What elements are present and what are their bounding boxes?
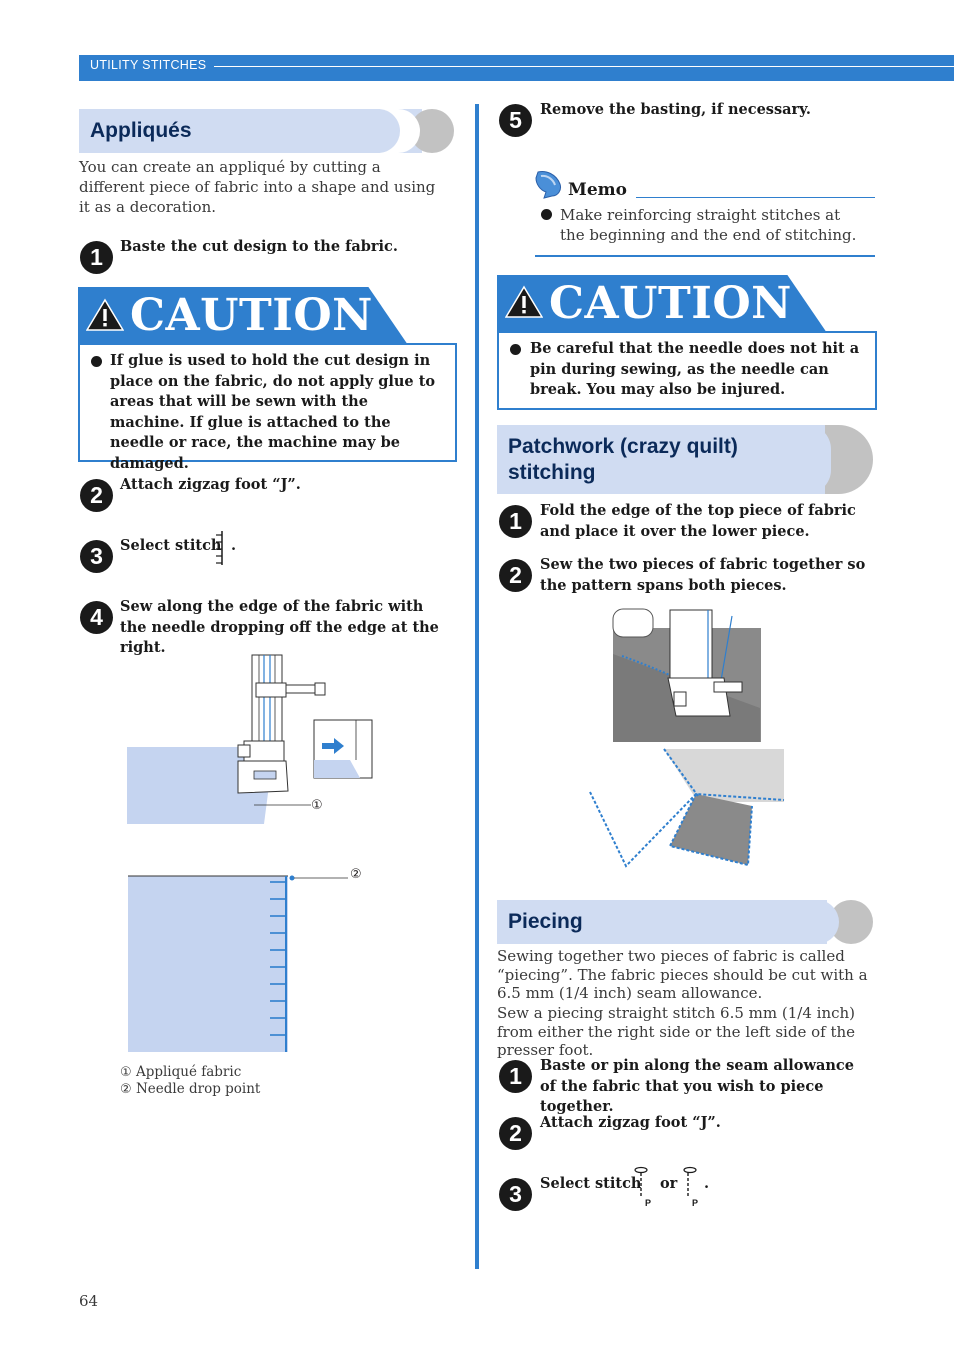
memo-text: Make reinforcing straight stitches at the beginning and the end of stitching. xyxy=(560,206,857,244)
patchwork-title-line1: Patchwork (crazy quilt) xyxy=(508,435,738,458)
legend-label: Appliqué fabric xyxy=(135,1064,242,1080)
svg-text:P: P xyxy=(692,1198,699,1208)
step-number: 2 xyxy=(80,479,113,512)
warning-icon xyxy=(86,298,124,332)
step-number: 3 xyxy=(499,1178,532,1211)
piecing-stitch-right-icon xyxy=(682,1166,702,1208)
page-number: 64 xyxy=(79,1292,99,1310)
header-bar xyxy=(79,55,954,81)
appliques-title: Appliqués xyxy=(90,119,192,142)
step-text: Sew along the edge of the fabric with the needle dropping off the edge at the right. xyxy=(120,598,439,656)
step-text: Attach zigzag foot “J”. xyxy=(120,476,301,493)
applique-presser-foot-illustration xyxy=(126,653,376,828)
memo-icon xyxy=(532,170,564,200)
piecing-title: Piecing xyxy=(508,910,583,933)
step-text: Baste or pin along the seam allowance of the fabric that you wish to piece together. xyxy=(540,1057,854,1115)
column-divider xyxy=(475,104,479,1269)
memo-bottom-rule xyxy=(535,255,875,257)
step-number: 2 xyxy=(499,559,532,592)
piecing-stitch-left-icon xyxy=(633,1166,653,1208)
caution-title: CAUTION xyxy=(130,290,373,341)
step-number: 1 xyxy=(499,1060,532,1093)
step-text: Fold the edge of the top piece of fabric and place it over the lower piece. xyxy=(540,502,856,540)
step-number: 3 xyxy=(80,540,113,573)
appliques-intro: You can create an appliqué by cutting a different piece of fabric into a shape and using it as a decoration. xyxy=(79,158,436,216)
callout-2: ② xyxy=(350,867,362,882)
legend-item xyxy=(120,1064,241,1081)
bullet xyxy=(510,344,521,355)
patchwork-title-line2: stitching xyxy=(508,461,596,484)
applique-stitch-icon xyxy=(213,529,227,567)
memo-rule xyxy=(636,197,875,198)
legend-item xyxy=(120,1081,260,1098)
legend-label: Needle drop point xyxy=(135,1081,261,1097)
step-text: Select stitch xyxy=(540,1175,642,1192)
step-number: 1 xyxy=(80,241,113,274)
warning-icon xyxy=(505,285,543,319)
step-text: Remove the basting, if necessary. xyxy=(540,101,811,118)
applique-stitch-diagram xyxy=(126,868,356,1054)
svg-text:P: P xyxy=(645,1198,652,1208)
bullet xyxy=(541,209,552,220)
crazy-quilt-diagram xyxy=(586,748,786,873)
legend-mark: ① xyxy=(120,1065,132,1080)
piecing-para-1: Sewing together two pieces of fabric is called “piecing”. The fabric pieces should be cut with a 6.5 mm (1/4 inch) seam allowance. xyxy=(497,947,868,1002)
step-text: Baste the cut design to the fabric. xyxy=(120,238,398,255)
step-suffix: . xyxy=(704,1175,710,1192)
piecing-heading xyxy=(497,900,873,944)
step-text: Sew the two pieces of fabric together so the pattern spans both pieces. xyxy=(540,556,866,594)
caution-title: CAUTION xyxy=(549,278,792,329)
caution-text: If glue is used to hold the cut design in place on the fabric, do not apply glue to areas that will be sewn with the machine. If glue is attached to the needle or race, the machine may be damaged. xyxy=(110,352,436,472)
step-number: 4 xyxy=(80,601,113,634)
memo-title: Memo xyxy=(568,180,627,200)
bullet xyxy=(91,356,102,367)
appliques-heading xyxy=(79,109,454,153)
step-text: Attach zigzag foot “J”. xyxy=(540,1114,721,1131)
step-or: or xyxy=(660,1175,678,1192)
patchwork-heading xyxy=(497,425,873,494)
step-text: Select stitch xyxy=(120,537,222,554)
step-number: 1 xyxy=(499,505,532,538)
legend-mark: ② xyxy=(120,1082,132,1097)
callout-1: ① xyxy=(311,798,323,813)
caution-text: Be careful that the needle does not hit a pin during sewing, as the needle can break. You may also be injured. xyxy=(530,340,860,398)
patchwork-sewing-illustration xyxy=(612,608,762,744)
header-section-label: UTILITY STITCHES xyxy=(90,58,207,72)
header-rule xyxy=(214,66,954,67)
step-number: 5 xyxy=(499,104,532,137)
step-number: 2 xyxy=(499,1117,532,1150)
piecing-para-2: Sew a piecing straight stitch 6.5 mm (1/4 inch) from either the right side or the left side of the presser foot. xyxy=(497,1004,856,1059)
step-suffix: . xyxy=(231,537,237,554)
